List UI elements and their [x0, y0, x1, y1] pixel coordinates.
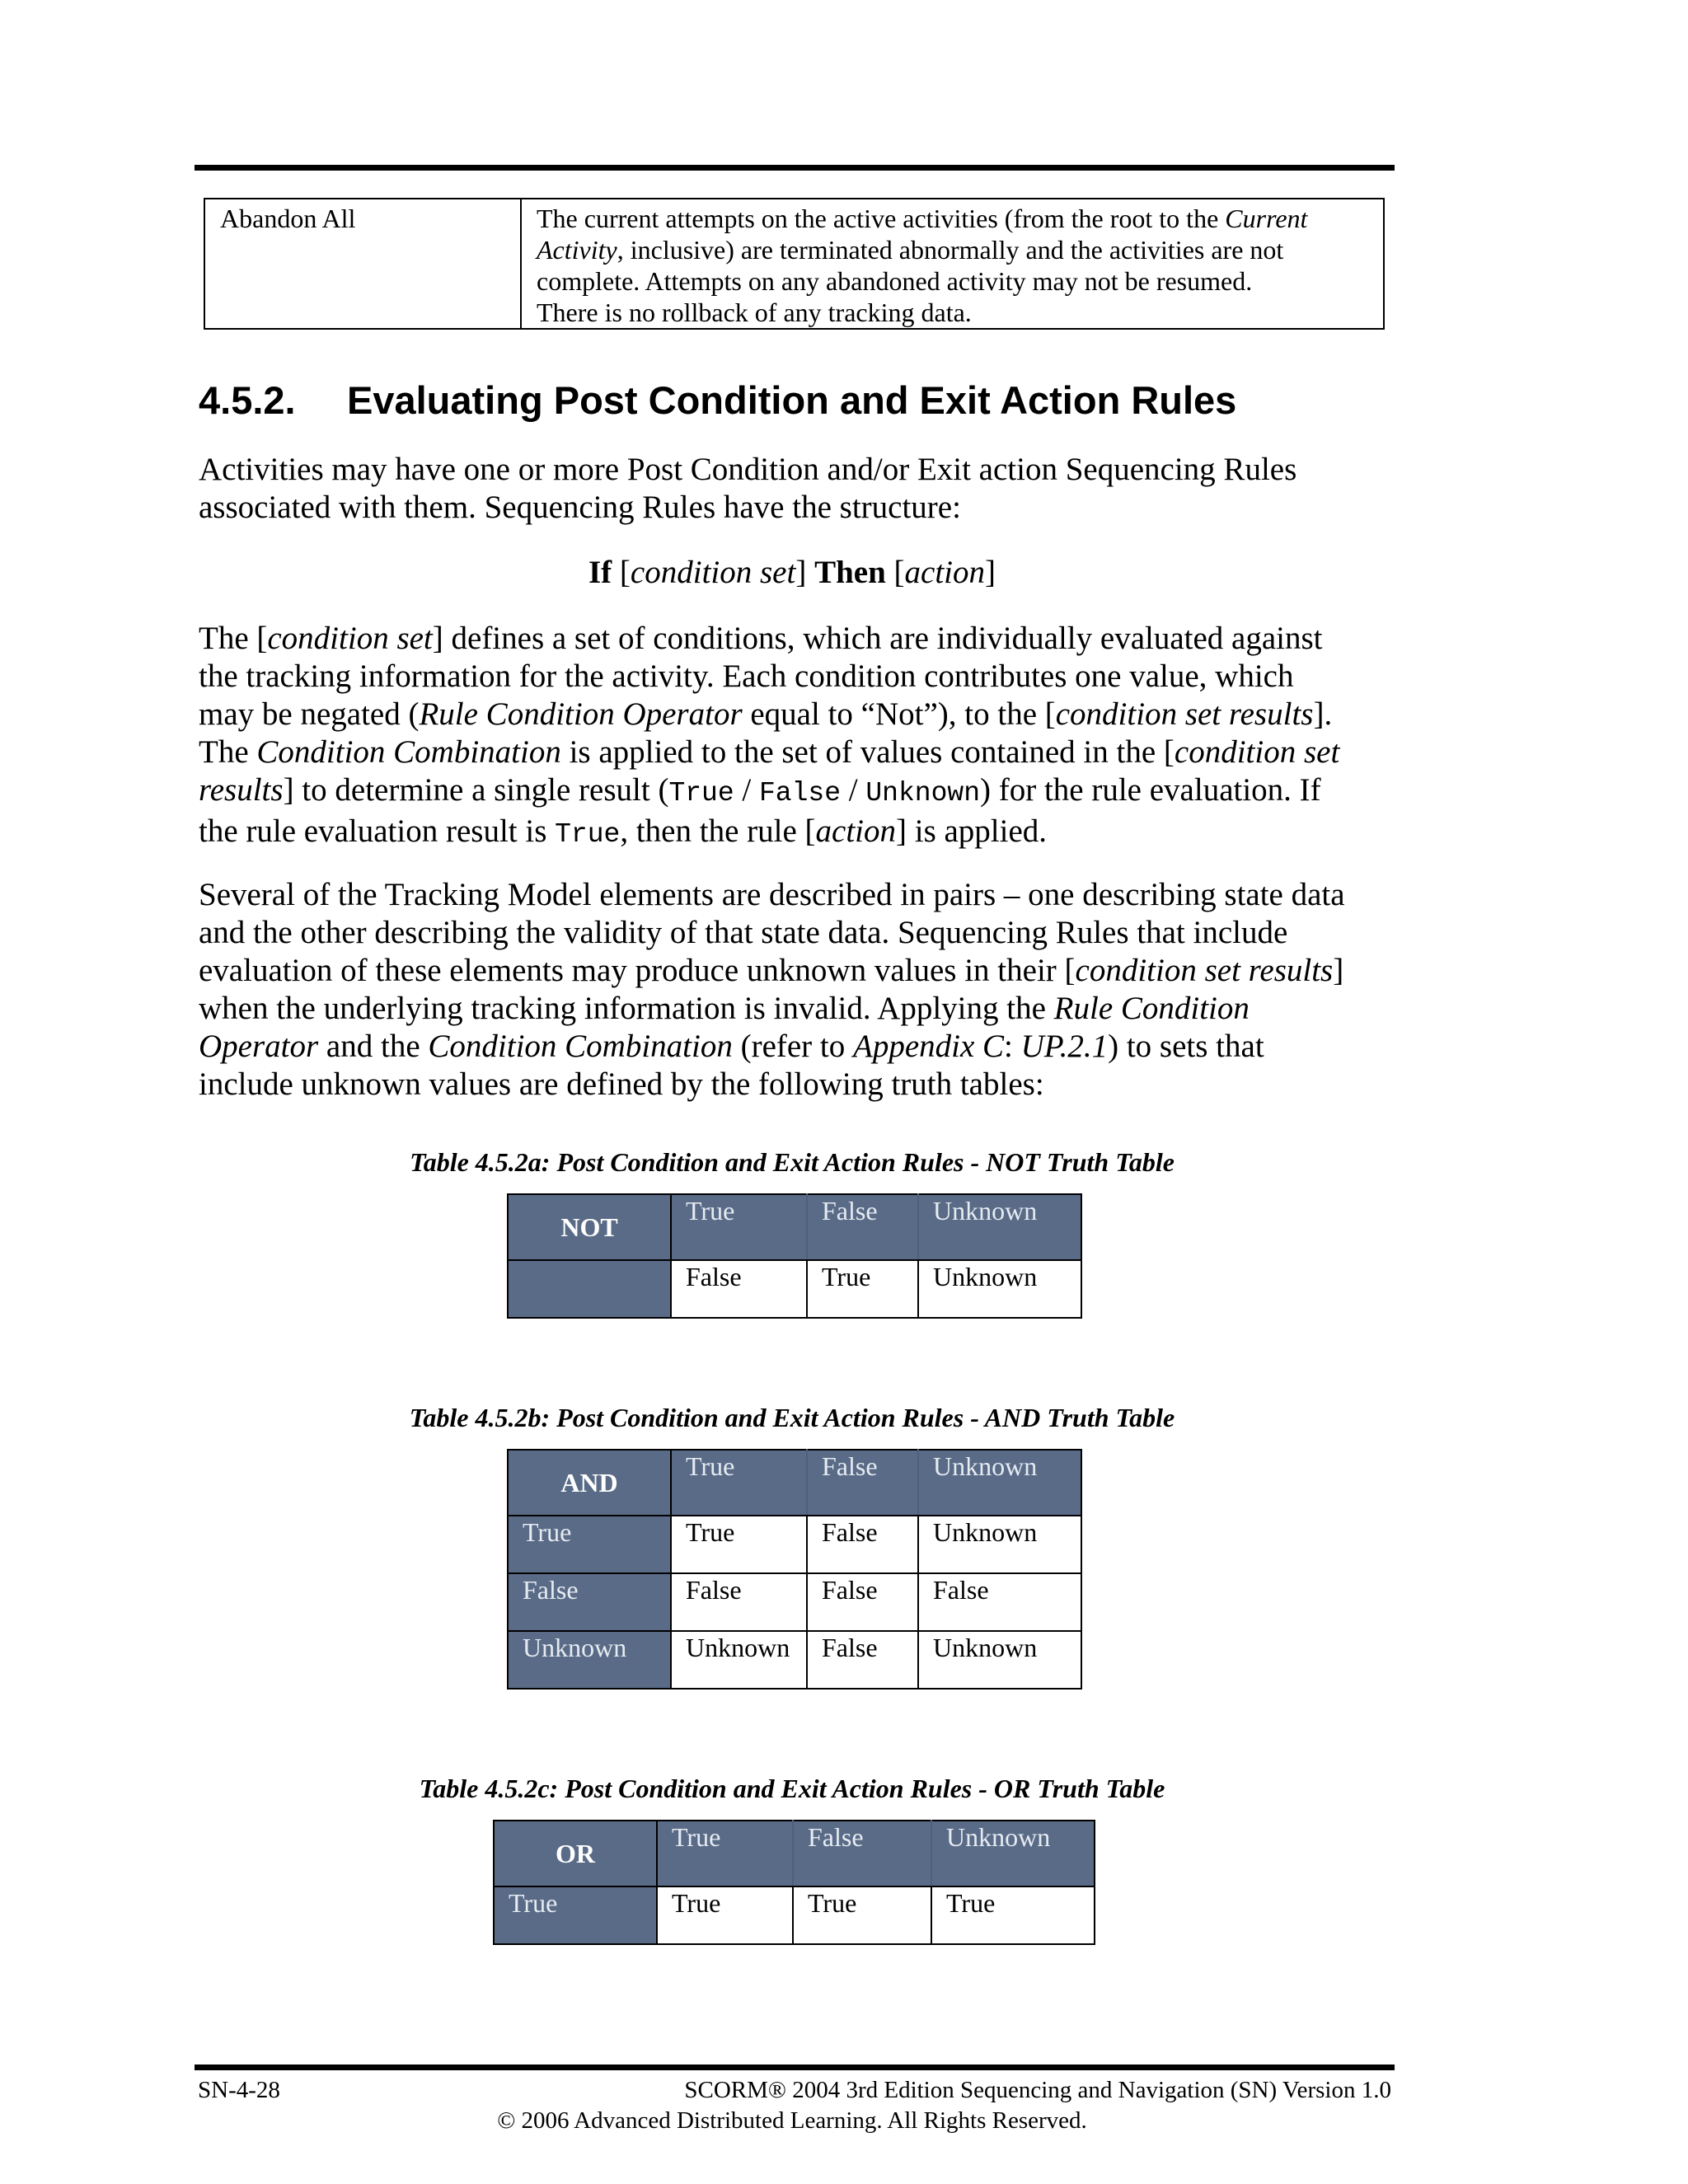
header-cell: True — [671, 1194, 807, 1260]
or-table-caption: Table 4.5.2c: Post Condition and Exit Action Rules - OR Truth Table — [419, 1774, 1165, 1803]
table-cell: False — [807, 1573, 918, 1631]
header-cell: False — [807, 1450, 918, 1516]
copyright: © 2006 Advanced Distributed Learning. All Rights Reserved. — [497, 2107, 1087, 2134]
table-row — [508, 1516, 1081, 1573]
footer-rule — [195, 2064, 1395, 2070]
table-cell: True — [931, 1886, 1095, 1944]
table-row — [508, 1631, 1081, 1689]
table-row — [508, 1194, 1081, 1260]
table-cell: True — [657, 1886, 793, 1944]
table-row — [494, 1886, 1095, 1944]
table-row — [508, 1450, 1081, 1516]
header-cell: False — [793, 1821, 931, 1886]
document-title: SCORM® 2004 3rd Edition Sequencing and Navigation (SN) Version 1.0 — [684, 2077, 1391, 2103]
abandon-all-table — [204, 198, 1385, 330]
header-cell: False — [807, 1194, 918, 1260]
table-cell: Unknown — [671, 1631, 807, 1689]
paragraph-condition-set: The [condition set] defines a set of conditions, which are individually evaluated against the tracking information for the activity. Each condition contributes one value, which may be negated (Rule Condition Operator equal to “Not”), to the [condition set results]. The Condition Combination is applied to the set of values contained in the [condition set results] to determine a single result (True / False / Unknown) for the rule evaluation. If the rule evaluation result is True, then the rule [action] is applied. — [199, 621, 1340, 850]
row-label: True — [494, 1886, 657, 1944]
table-cell: False — [807, 1516, 918, 1573]
and-table-caption: Table 4.5.2b: Post Condition and Exit Action Rules - AND Truth Table — [409, 1403, 1175, 1432]
table-row — [508, 1573, 1081, 1631]
header-cell: Unknown — [918, 1450, 1081, 1516]
corner-cell: AND — [508, 1450, 671, 1516]
section-number: 4.5.2. — [199, 378, 296, 422]
table-cell: Unknown — [918, 1631, 1081, 1689]
table-cell: False — [671, 1573, 807, 1631]
table-cell: True — [671, 1516, 807, 1573]
section-title: Evaluating Post Condition and Exit Action Rules — [347, 378, 1237, 422]
table-cell: False — [918, 1573, 1081, 1631]
or-truth-table — [493, 1820, 1095, 1945]
corner-cell: NOT — [508, 1194, 671, 1260]
section-heading — [199, 376, 1236, 425]
table-cell: False — [807, 1631, 918, 1689]
not-truth-table — [507, 1193, 1082, 1319]
rule-structure-formula: If [condition set] Then [action] — [588, 555, 996, 590]
header-cell: True — [671, 1450, 807, 1516]
paragraph-intro: Activities may have one or more Post Condition and/or Exit action Sequencing Rules associated with them. Sequencing Rules have the structure: — [199, 452, 1297, 525]
table-cell: Unknown — [918, 1260, 1081, 1318]
table-row — [494, 1821, 1095, 1886]
table-cell: False — [671, 1260, 807, 1318]
row-label: False — [508, 1573, 671, 1631]
and-truth-table — [507, 1449, 1082, 1690]
row-label: True — [508, 1516, 671, 1573]
corner-cell: OR — [494, 1821, 657, 1886]
header-cell: True — [657, 1821, 793, 1886]
header-rule — [195, 165, 1395, 171]
row-label — [508, 1260, 671, 1318]
paragraph-tracking-model: Several of the Tracking Model elements are described in pairs – one describing state data and the other describing the validity of that state data. Sequencing Rules that include evaluation of these elements may produce unknown values in their [condition set results] when the underlying tracking information is invalid. Applying the Rule Condition Operator and the Condition Combination (refer to Appendix C: UP.2.1) to sets that include unknown values are defined by the following truth tables: — [199, 877, 1345, 1102]
page-number: SN-4-28 — [198, 2077, 280, 2103]
table-row — [508, 1260, 1081, 1318]
table-row — [204, 199, 1384, 329]
term-cell: Abandon All — [204, 199, 521, 329]
table-cell: True — [807, 1260, 918, 1318]
description-cell: The current attempts on the active activities (from the root to the Current Activity, inclusive) are terminated abnormally and the activities are not complete. Attempts on any abandoned activity may not be resumed. There is no rollback of any tracking data. — [521, 199, 1384, 329]
table-cell: True — [793, 1886, 931, 1944]
table-cell: Unknown — [918, 1516, 1081, 1573]
not-table-caption: Table 4.5.2a: Post Condition and Exit Action Rules - NOT Truth Table — [410, 1147, 1175, 1177]
row-label: Unknown — [508, 1631, 671, 1689]
header-cell: Unknown — [918, 1194, 1081, 1260]
header-cell: Unknown — [931, 1821, 1095, 1886]
